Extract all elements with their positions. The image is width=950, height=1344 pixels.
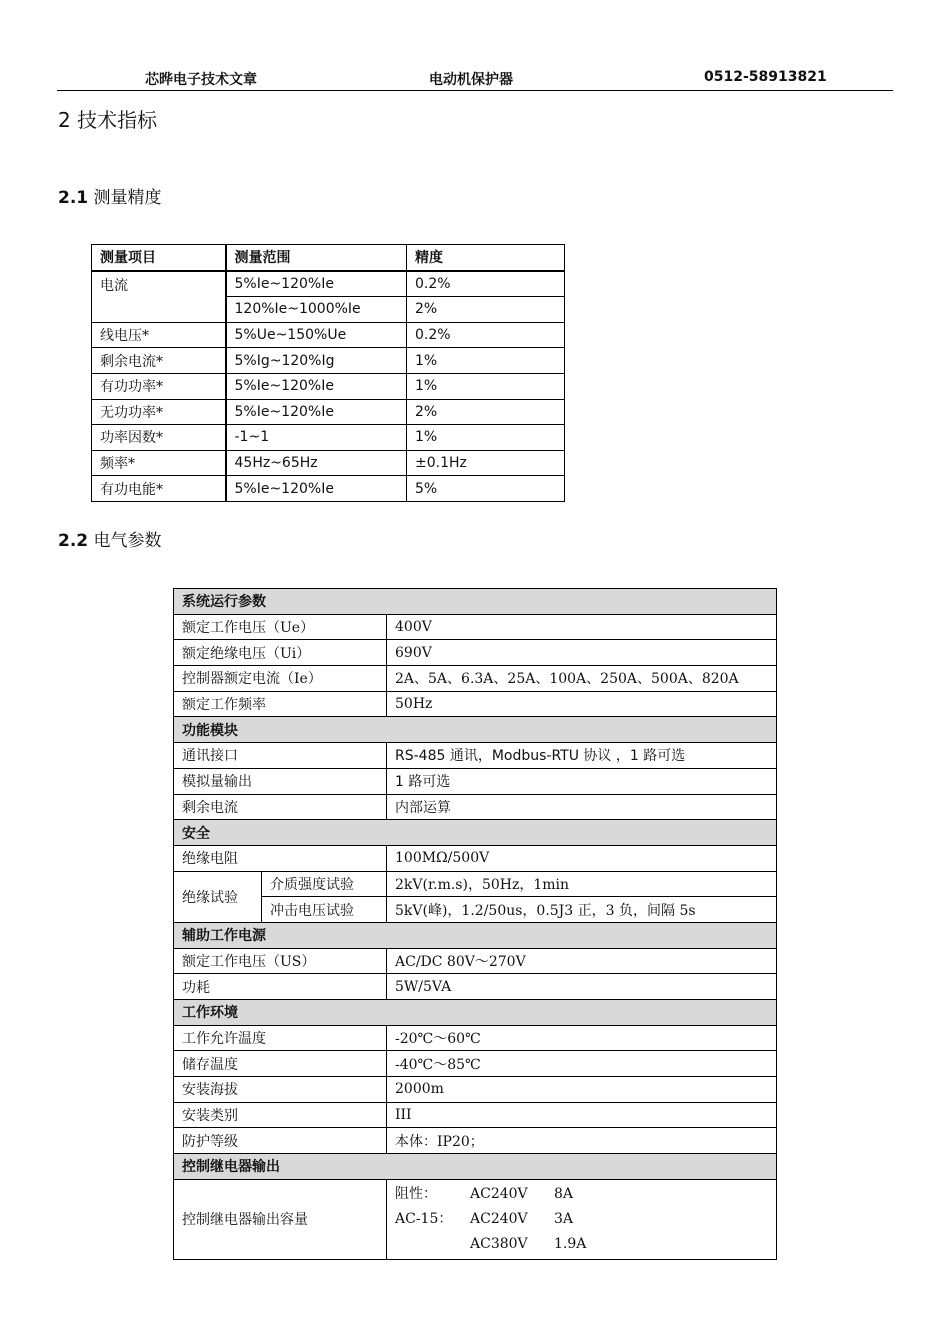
- subsection-measurement-accuracy: [58, 183, 162, 208]
- table-row: [174, 1077, 777, 1103]
- range-cell: 5%Ig~120%Ig: [226, 348, 407, 374]
- item-cell: 有功电能*: [92, 476, 226, 502]
- item-cell: 电流: [92, 271, 226, 323]
- item-cell: 无功功率*: [92, 399, 226, 425]
- section-row: [174, 820, 777, 846]
- param-value: 50Hz: [387, 691, 777, 717]
- section-row: [174, 922, 777, 948]
- header-product: 电动机保护器: [429, 72, 513, 88]
- param-value: 400V: [387, 614, 777, 640]
- table-row: [92, 450, 565, 476]
- param-name: 控制继电器输出容量: [174, 1179, 387, 1259]
- item-cell: 有功功率*: [92, 373, 226, 399]
- item-cell: 功率因数*: [92, 425, 226, 451]
- param-name: 控制器额定电流（Ie）: [174, 666, 387, 692]
- param-value: 内部运算: [387, 794, 777, 820]
- section-row: [174, 1154, 777, 1180]
- param-value: 1 路可选: [387, 768, 777, 794]
- param-subname: 介质强度试验: [262, 871, 387, 897]
- param-name: 额定绝缘电压（Ui）: [174, 640, 387, 666]
- header-cell: 精度: [407, 245, 565, 271]
- range-cell: 5%Ie~120%Ie: [226, 399, 407, 425]
- param-name: 通讯接口: [174, 743, 387, 769]
- param-value: 本体：IP20；: [387, 1128, 777, 1154]
- param-value: 5kV(峰)，1.2/50us，0.5J3 正，3 负，间隔 5s: [387, 897, 777, 923]
- header-phone: 0512-58913821: [704, 69, 827, 85]
- table-row: [92, 399, 565, 425]
- accuracy-cell: 5%: [407, 476, 565, 502]
- table-row: [174, 1025, 777, 1051]
- param-value: 2000m: [387, 1077, 777, 1103]
- param-name: 安装类别: [174, 1102, 387, 1128]
- section-heading: 工作环境: [174, 1000, 777, 1026]
- param-name: 额定工作频率: [174, 691, 387, 717]
- section-row: [174, 589, 777, 615]
- range-cell: 5%Ie~120%Ie: [226, 373, 407, 399]
- param-value: 5W/5VA: [387, 974, 777, 1000]
- param-value: 2A、5A、6.3A、25A、100A、250A、500A、820A: [387, 666, 777, 692]
- table-row: [92, 271, 565, 297]
- item-cell: 频率*: [92, 450, 226, 476]
- param-value: -20℃～60℃: [387, 1025, 777, 1051]
- accuracy-cell: 0.2%: [407, 271, 565, 297]
- accuracy-cell: 0.2%: [407, 322, 565, 348]
- table-row: [174, 1128, 777, 1154]
- param-name: 功耗: [174, 974, 387, 1000]
- param-name: 绝缘电阻: [174, 845, 387, 871]
- accuracy-cell: 2%: [407, 297, 565, 323]
- section-heading: 系统运行参数: [174, 589, 777, 615]
- range-cell: 45Hz~65Hz: [226, 450, 407, 476]
- table-row: [174, 640, 777, 666]
- accuracy-cell: 1%: [407, 348, 565, 374]
- param-value: 690V: [387, 640, 777, 666]
- section-heading: 安全: [174, 820, 777, 846]
- section-row: [174, 717, 777, 743]
- table-row: [174, 974, 777, 1000]
- subsection-number: 2.2: [58, 531, 89, 551]
- header-cell: 测量范围: [226, 245, 407, 271]
- subsection-number: 2.1: [58, 188, 89, 208]
- table-row: [92, 425, 565, 451]
- voltage: AC240V: [470, 1210, 528, 1227]
- header-company: 芯晔电子技术文章: [145, 72, 257, 88]
- table-header-row: [92, 245, 565, 271]
- subsection-electrical-parameters: [58, 526, 162, 551]
- subsection-label: 测量精度: [93, 188, 162, 208]
- subsection-label: 电气参数: [93, 531, 162, 551]
- voltage: AC380V: [470, 1235, 528, 1252]
- table-row: [174, 691, 777, 717]
- current: 8A: [554, 1185, 574, 1202]
- param-value: RS-485 通讯，Modbus-RTU 协议 ，1 路可选: [387, 743, 777, 769]
- param-value: AC/DC 80V～270V: [387, 948, 777, 974]
- load-type: AC-15：: [395, 1210, 453, 1227]
- relay-line: [395, 1232, 768, 1257]
- relay-line: [395, 1207, 768, 1232]
- current: 1.9A: [554, 1235, 587, 1252]
- range-cell: -1~1: [226, 425, 407, 451]
- relay-capacity-values: [387, 1179, 777, 1259]
- param-name: 绝缘试验: [174, 871, 262, 922]
- range-cell: 120%Ie~1000%Ie: [226, 297, 407, 323]
- range-cell: 5%Ue~150%Ue: [226, 322, 407, 348]
- accuracy-cell: ±0.1Hz: [407, 450, 565, 476]
- section-heading: 辅助工作电源: [174, 922, 777, 948]
- table-row: [174, 1051, 777, 1077]
- header-cell: 测量项目: [92, 245, 226, 271]
- table-row: [174, 871, 777, 897]
- table-row: [92, 322, 565, 348]
- param-value: 2kV(r.m.s)，50Hz，1min: [387, 871, 777, 897]
- table-row: [174, 948, 777, 974]
- param-name: 额定工作电压（US）: [174, 948, 387, 974]
- table-row: [174, 743, 777, 769]
- item-cell: 线电压*: [92, 322, 226, 348]
- section-heading: 功能模块: [174, 717, 777, 743]
- param-name: 储存温度: [174, 1051, 387, 1077]
- table-row: [174, 768, 777, 794]
- accuracy-cell: 1%: [407, 373, 565, 399]
- measurement-accuracy-table: [91, 244, 565, 502]
- range-cell: 5%Ie~120%Ie: [226, 271, 407, 297]
- section-heading: 控制继电器输出: [174, 1154, 777, 1180]
- table-row: [174, 845, 777, 871]
- relay-line: [395, 1182, 768, 1207]
- section-row: [174, 1000, 777, 1026]
- accuracy-cell: 1%: [407, 425, 565, 451]
- range-cell: 5%Ie~120%Ie: [226, 476, 407, 502]
- load-type: 阻性：: [395, 1185, 437, 1202]
- param-name: 防护等级: [174, 1128, 387, 1154]
- param-subname: 冲击电压试验: [262, 897, 387, 923]
- table-row: [174, 614, 777, 640]
- table-row: [174, 897, 777, 923]
- param-name: 额定工作电压（Ue）: [174, 614, 387, 640]
- table-row: [174, 666, 777, 692]
- param-value: 100MΩ/500V: [387, 845, 777, 871]
- param-name: 模拟量输出: [174, 768, 387, 794]
- voltage: AC240V: [470, 1185, 528, 1202]
- page-header: [57, 66, 893, 91]
- electrical-parameters-table: [173, 588, 777, 1260]
- section-title: 2 技术指标: [58, 108, 158, 132]
- param-name: 安装海拔: [174, 1077, 387, 1103]
- table-row: [174, 1102, 777, 1128]
- param-name: 工作允许温度: [174, 1025, 387, 1051]
- param-name: 剩余电流: [174, 794, 387, 820]
- table-row: [92, 373, 565, 399]
- table-row: [92, 348, 565, 374]
- param-value: III: [387, 1102, 777, 1128]
- table-row: [92, 476, 565, 502]
- item-cell: 剩余电流*: [92, 348, 226, 374]
- param-value: -40℃～85℃: [387, 1051, 777, 1077]
- accuracy-cell: 2%: [407, 399, 565, 425]
- current: 3A: [554, 1210, 574, 1227]
- table-row: [174, 794, 777, 820]
- table-row: [174, 1179, 777, 1259]
